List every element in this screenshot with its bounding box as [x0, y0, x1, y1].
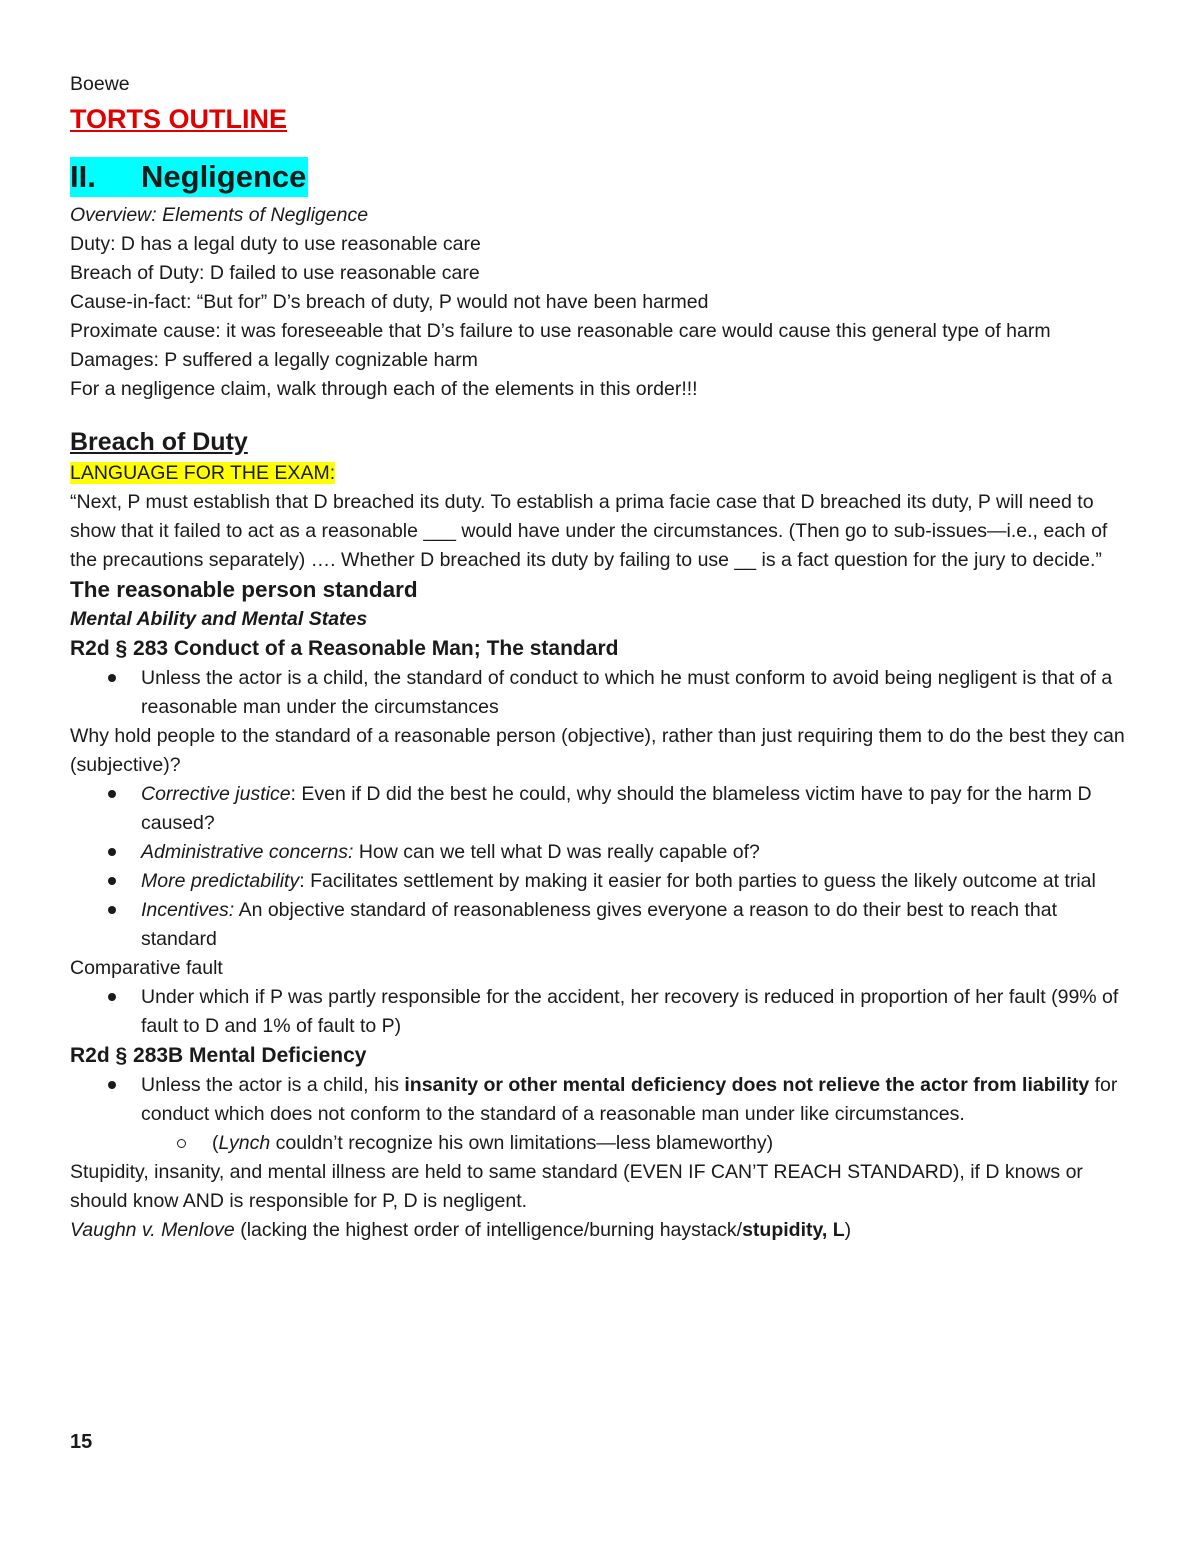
- reason-sep: :: [299, 870, 311, 892]
- vaughn-case-name: Vaughn v. Menlove: [70, 1219, 235, 1241]
- exam-language-text: “Next, P must establish that D breached its duty. To establish a prima facie case that D breached its duty, P will need to show that it failed to act as a reasonable ___ would have under the circumstances. (Then go to sub-issues—i.e., each of the precautions separately) …. Whether D breached its duty by failing to use __ is a fact question for the jury to decide.”: [70, 491, 1108, 571]
- stupidity-standard-text: Stupidity, insanity, and mental illness are held to same standard (EVEN IF CAN’T REACH STANDARD), if D knows or should know AND is responsible for P, D is negligent.: [70, 1161, 1083, 1212]
- bullet-icon: [108, 848, 116, 856]
- r2d-283b-pre: Unless the actor is a child, his: [141, 1074, 405, 1096]
- r2d-283b-bold: insanity or other mental deficiency does not relieve the actor from liability: [404, 1074, 1090, 1096]
- overview-line-duty: Duty: D has a legal duty to use reasonable care: [70, 233, 481, 255]
- reason-text: Facilitates settlement by making it easier for both parties to guess the likely outcome at trial: [310, 870, 1096, 892]
- lynch-case-name: Lynch: [218, 1132, 271, 1154]
- list-item: [70, 780, 1135, 838]
- bullet-icon: [108, 1081, 116, 1089]
- reasonable-person-heading: The reasonable person standard: [70, 577, 418, 602]
- overview-label: Overview: Elements of Negligence: [70, 204, 369, 226]
- reason-term: Incentives:: [141, 899, 235, 921]
- reasons-list: [70, 780, 1135, 954]
- reason-text: How can we tell what D was really capable of?: [358, 841, 760, 863]
- mental-ability-heading: Mental Ability and Mental States: [70, 608, 368, 630]
- bullet-icon: [108, 993, 116, 1001]
- reason-term: More predictability: [141, 870, 300, 892]
- overview-line-proximate-cause: Proximate cause: it was foreseeable that D’s failure to use reasonable care would cause this general type of harm: [70, 320, 1051, 342]
- breach-heading: Breach of Duty: [70, 428, 248, 456]
- r2d-283-list: [70, 664, 1135, 722]
- overview-line-cause-in-fact: Cause-in-fact: “But for” D’s breach of duty, P would not have been harmed: [70, 291, 709, 313]
- list-item: [70, 1071, 1135, 1129]
- r2d-283-bullet-text: Unless the actor is a child, the standard of conduct to which he must conform to avoid being negligent is that of a reasonable man under the circumstances: [141, 667, 1113, 718]
- overview-line-order-note: For a negligence claim, walk through each of the elements in this order!!!: [70, 378, 698, 400]
- reason-term: Administrative concerns:: [141, 841, 354, 863]
- lynch-sublist: [70, 1129, 1135, 1158]
- list-item: [70, 1129, 1135, 1158]
- r2d-283-heading: R2d § 283 Conduct of a Reasonable Man; The standard: [70, 637, 619, 660]
- list-item: [70, 838, 1135, 867]
- bullet-icon: [108, 906, 116, 914]
- overview-line-damages: Damages: P suffered a legally cognizable harm: [70, 349, 478, 371]
- comparative-fault-list: [70, 983, 1135, 1041]
- list-item: [70, 896, 1135, 954]
- comparative-fault-label: Comparative fault: [70, 957, 223, 979]
- vaughn-bold: stupidity, L: [742, 1219, 845, 1241]
- reason-text: An objective standard of reasonableness gives everyone a reason to do their best to reach that standard: [141, 899, 1057, 950]
- r2d-283b-list: [70, 1071, 1135, 1129]
- list-item: [70, 664, 1135, 722]
- comparative-fault-text: Under which if P was partly responsible for the accident, her recovery is reduced in proportion of her fault (99% of fault to D and 1% of fault to P): [141, 986, 1119, 1037]
- section-heading: [70, 157, 1135, 201]
- exam-language-label: LANGUAGE FOR THE EXAM:: [70, 462, 336, 484]
- reason-text: Even if D did the best he could, why should the blameless victim have to pay for the harm D caused?: [141, 783, 1092, 834]
- reason-sep: :: [290, 783, 302, 805]
- vaughn-pre: (lacking the highest order of intelligence/burning haystack/: [234, 1219, 743, 1241]
- bullet-icon: [108, 790, 116, 798]
- author-name: Boewe: [70, 73, 130, 95]
- why-objective-question: Why hold people to the standard of a reasonable person (objective), rather than just requiring them to do the best they can (subjective)?: [70, 725, 1125, 776]
- lynch-open: (: [212, 1132, 219, 1154]
- section-heading-highlight: [70, 157, 308, 197]
- r2d-283b-post: for conduct which does not conform to the standard of a reasonable man under like circumstances.: [141, 1074, 1118, 1125]
- section-title: Negligence: [141, 159, 307, 194]
- document-page: [70, 70, 1135, 1245]
- bullet-icon: [108, 877, 116, 885]
- overview-line-breach: Breach of Duty: D failed to use reasonable care: [70, 262, 480, 284]
- bullet-icon: [108, 674, 116, 682]
- circle-bullet-icon: [177, 1139, 186, 1148]
- list-item: [70, 867, 1135, 896]
- document-title: TORTS OUTLINE: [70, 104, 288, 134]
- section-number: II.: [70, 159, 96, 194]
- vaughn-post: ): [844, 1219, 852, 1241]
- page-number: 15: [70, 1431, 93, 1453]
- vaughn-line: [70, 1216, 1135, 1245]
- lynch-text: couldn’t recognize his own limitations—less blameworthy): [270, 1132, 774, 1154]
- reason-term: Corrective justice: [141, 783, 291, 805]
- r2d-283b-heading: R2d § 283B Mental Deficiency: [70, 1044, 367, 1067]
- exam-language-line: [70, 459, 1135, 488]
- list-item: [70, 983, 1135, 1041]
